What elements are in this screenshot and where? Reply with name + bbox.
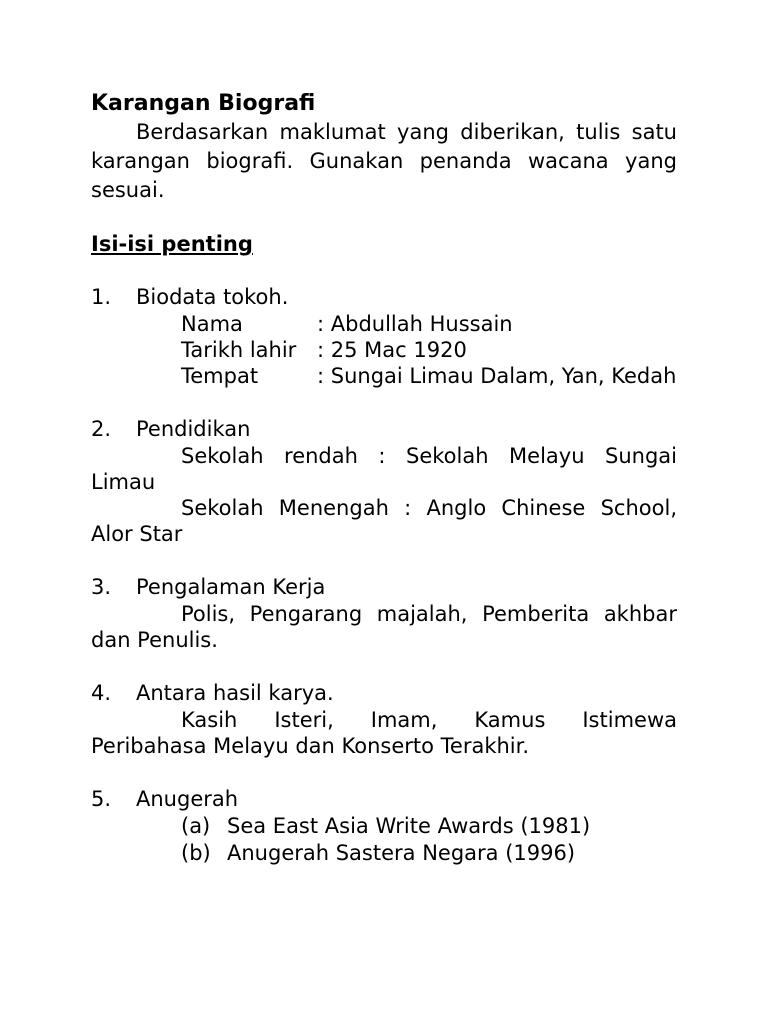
- section-title: Pengalaman Kerja: [136, 575, 326, 599]
- section-number: 4.: [91, 681, 112, 705]
- section-biodata: [91, 283, 677, 389]
- award-label: (b): [181, 841, 211, 865]
- field-row-nama: [91, 311, 677, 337]
- section-title: Pendidikan: [136, 417, 251, 441]
- award-item: [91, 840, 677, 867]
- section-heading: [91, 785, 677, 813]
- intro-paragraph: Berdasarkan maklumat yang diberikan, tulis satu karangan biografi. Gunakan penanda wacana yang sesuai.: [91, 120, 677, 202]
- field-key: Tempat: [181, 364, 259, 388]
- section-number: 2.: [91, 417, 112, 441]
- award-item: [91, 813, 677, 840]
- section-number: 1.: [91, 285, 112, 309]
- section-heading: [91, 283, 677, 311]
- section-anugerah: [91, 785, 677, 867]
- document-title: Karangan Biografi: [91, 91, 316, 116]
- section-heading: [91, 415, 677, 443]
- detail-line: Sekolah rendah : Sekolah Melayu Sungai Limau: [91, 444, 677, 494]
- field-row-tarikh-lahir: [91, 337, 677, 363]
- section-pendidikan: [91, 415, 677, 547]
- field-key: Tarikh lahir: [181, 338, 297, 362]
- section-heading: [91, 573, 677, 601]
- section-title: Anugerah: [136, 787, 239, 811]
- award-text: Sea East Asia Write Awards (1981): [227, 814, 591, 838]
- subheading: Isi-isi penting: [91, 232, 253, 256]
- document-page: [91, 90, 677, 867]
- award-label: (a): [181, 814, 211, 838]
- field-value: : Abdullah Hussain: [317, 312, 513, 336]
- section-number: 3.: [91, 575, 112, 599]
- section-title: Biodata tokoh.: [136, 285, 289, 309]
- field-value: : 25 Mac 1920: [317, 338, 467, 362]
- section-number: 5.: [91, 787, 112, 811]
- section-hasil-karya: [91, 679, 677, 759]
- section-pengalaman-kerja: [91, 573, 677, 653]
- detail-line: Kasih Isteri, Imam, Kamus Istimewa Peribahasa Melayu dan Konserto Terakhir.: [91, 708, 677, 758]
- section-title: Antara hasil karya.: [136, 681, 334, 705]
- detail-line: Sekolah Menengah : Anglo Chinese School, Alor Star: [91, 496, 677, 546]
- section-heading: [91, 679, 677, 707]
- field-row-tempat: [91, 363, 677, 389]
- detail-line: Polis, Pengarang majalah, Pemberita akhbar dan Penulis.: [91, 602, 677, 652]
- field-key: Nama: [181, 312, 243, 336]
- field-value: : Sungai Limau Dalam, Yan, Kedah: [317, 364, 677, 388]
- award-text: Anugerah Sastera Negara (1996): [227, 841, 576, 865]
